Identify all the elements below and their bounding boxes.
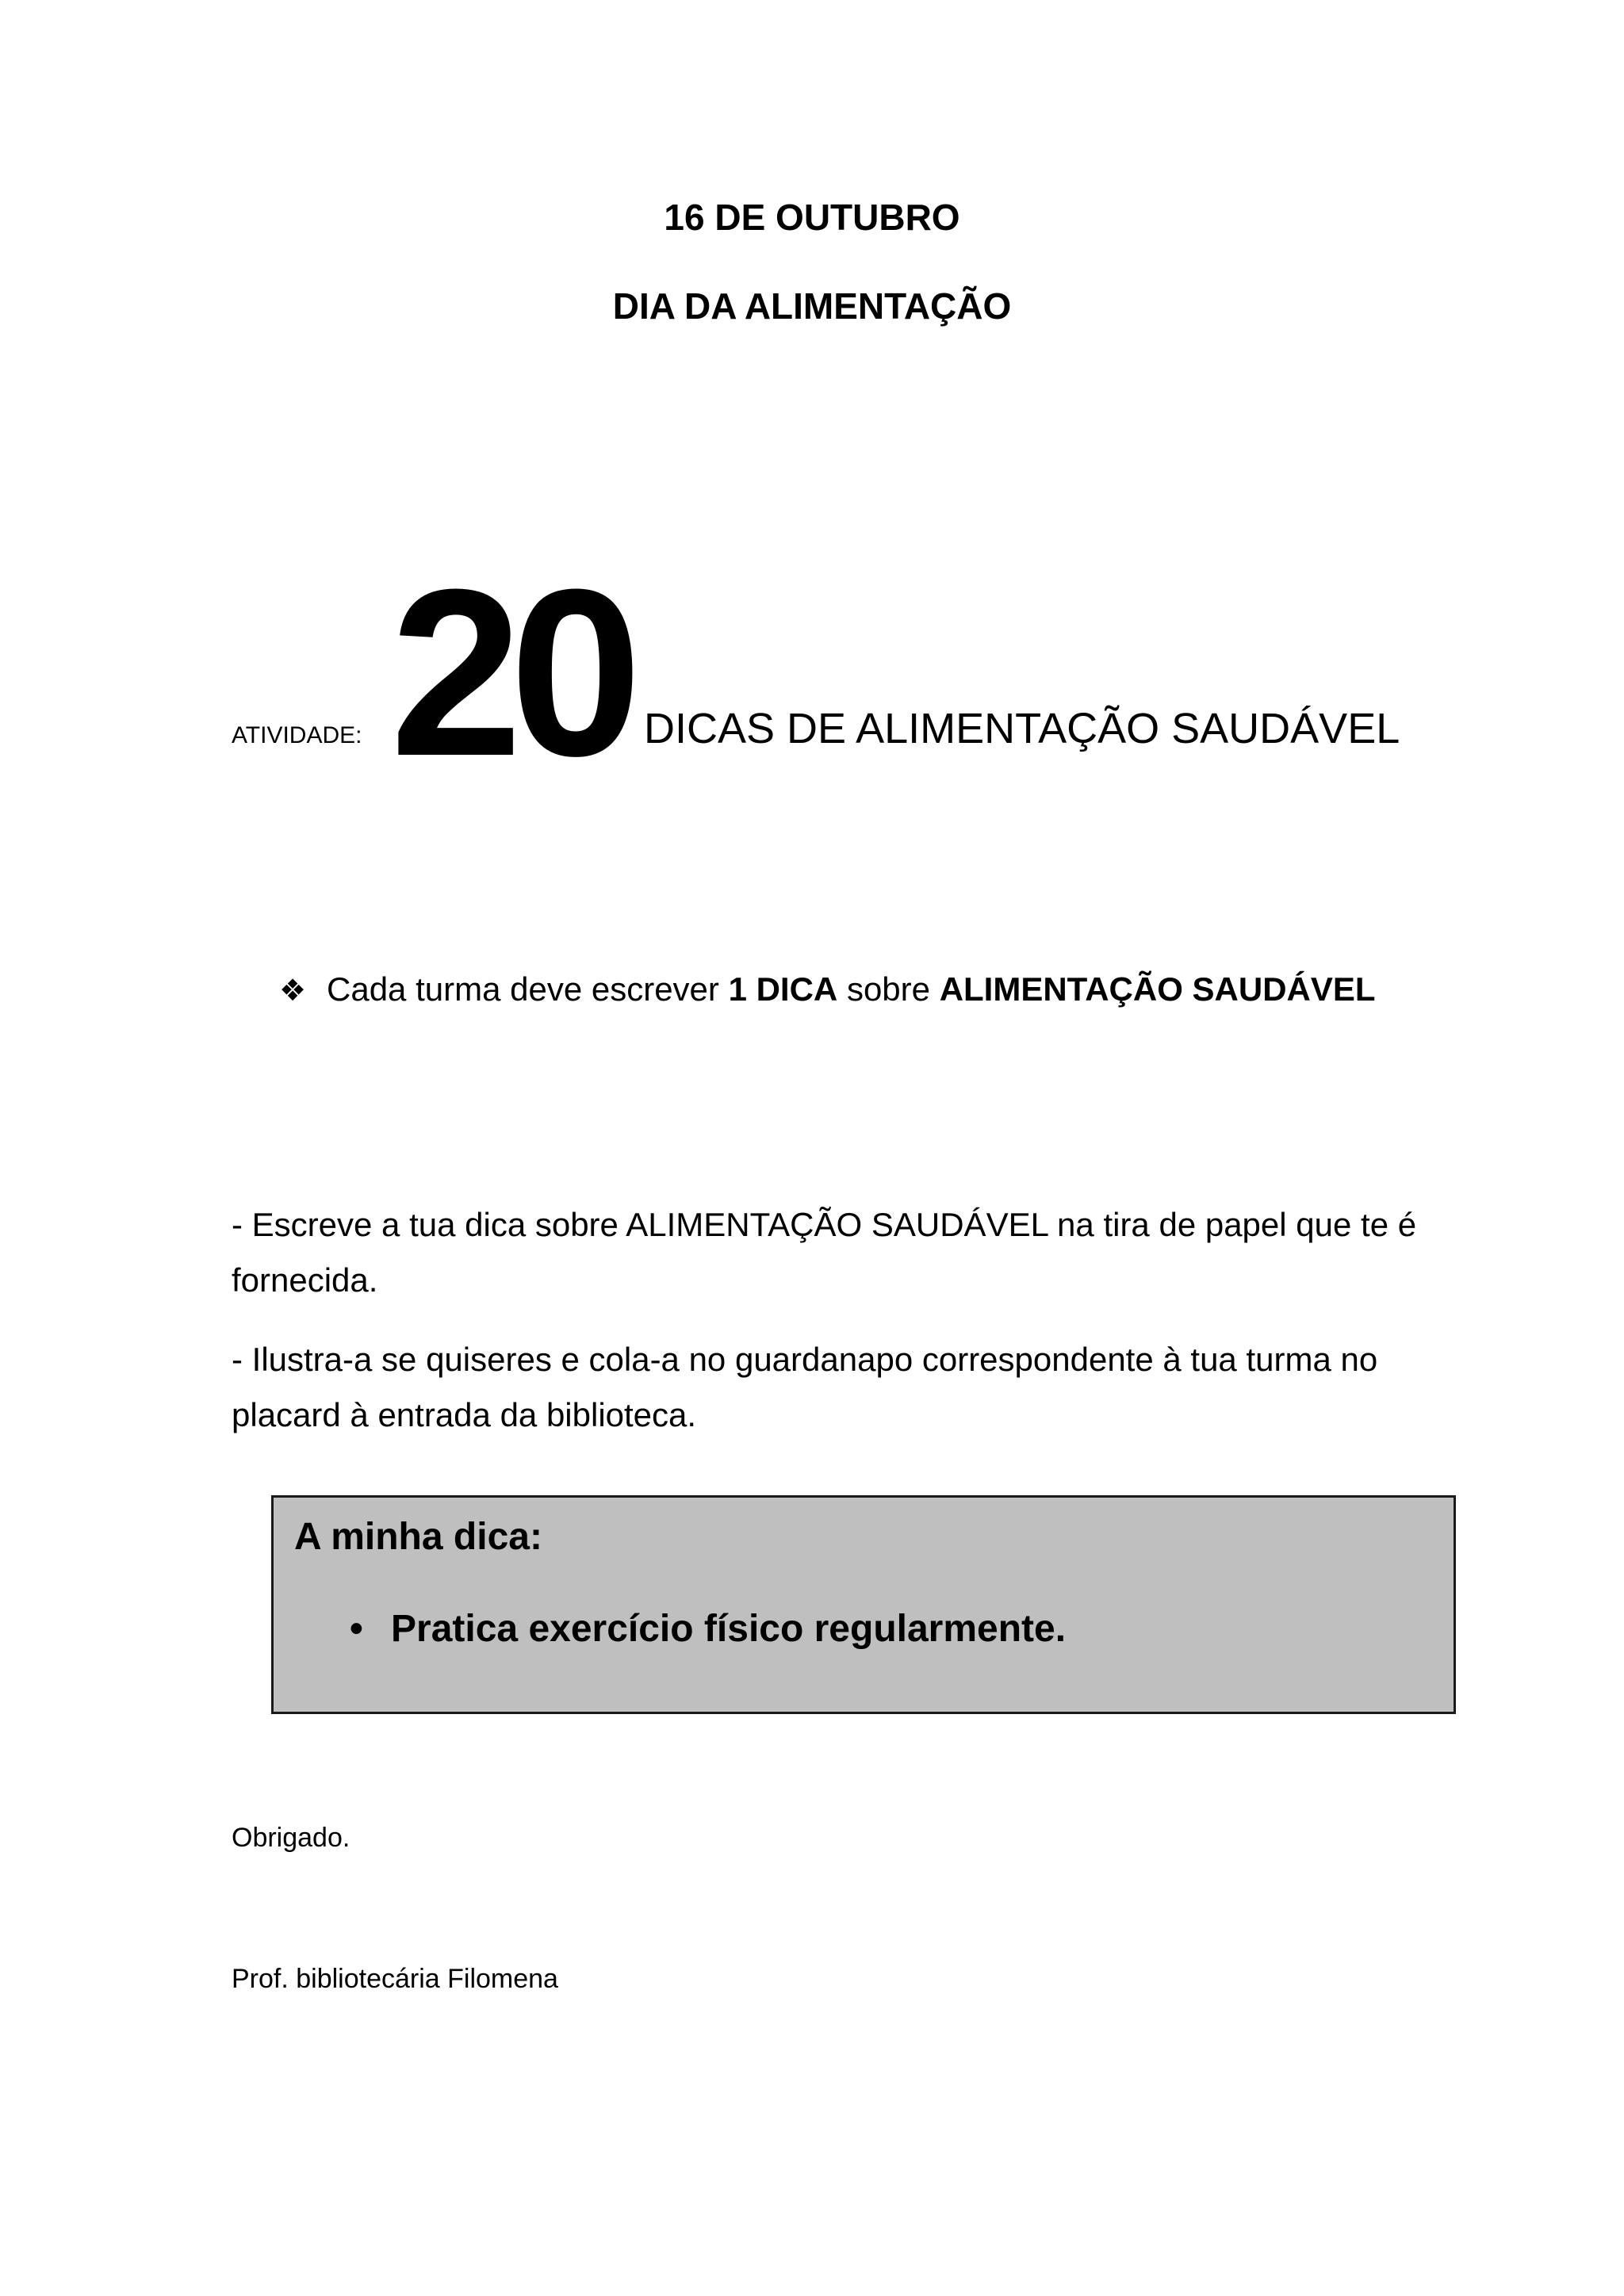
- diamond-bullet-icon: ❖: [279, 974, 307, 1008]
- thanks-text: Obrigado.: [232, 1823, 350, 1853]
- activity-title: DICAS DE ALIMENTAÇÃO SAUDÁVEL: [644, 705, 1400, 752]
- activity-label: ATIVIDADE:: [232, 722, 362, 748]
- tip-item-text: Pratica exercício físico regularmente.: [391, 1608, 1067, 1650]
- tip-heading: A minha dica:: [294, 1516, 542, 1558]
- instruction-write: - Escreve a tua dica sobre ALIMENTAÇÃO SAUDÁVEL na tira de papel que te é fornecida.: [232, 1206, 1417, 1299]
- rule-bold-count: 1 DICA: [728, 970, 838, 1008]
- activity-number: 20: [390, 539, 630, 806]
- tip-item: [350, 1604, 1066, 1655]
- rule-line: [279, 967, 1376, 1013]
- rule-text-1: Cada turma deve escrever: [327, 970, 729, 1008]
- signature-text: Prof. bibliotecária Filomena: [232, 1964, 558, 1994]
- tip-box: [271, 1495, 1456, 1714]
- event-title: DIA DA ALIMENTAÇÃO: [612, 285, 1012, 327]
- date-title: 16 DE OUTUBRO: [664, 197, 960, 238]
- bullet-dot-icon: •: [350, 1608, 363, 1650]
- rule-bold-topic: ALIMENTAÇÃO SAUDÁVEL: [939, 970, 1376, 1008]
- rule-text-2: sobre: [837, 970, 940, 1008]
- instruction-illustrate: - Ilustra-a se quiseres e cola-a no guardanapo correspondente à tua turma no placard à entrada da biblioteca.: [232, 1341, 1378, 1433]
